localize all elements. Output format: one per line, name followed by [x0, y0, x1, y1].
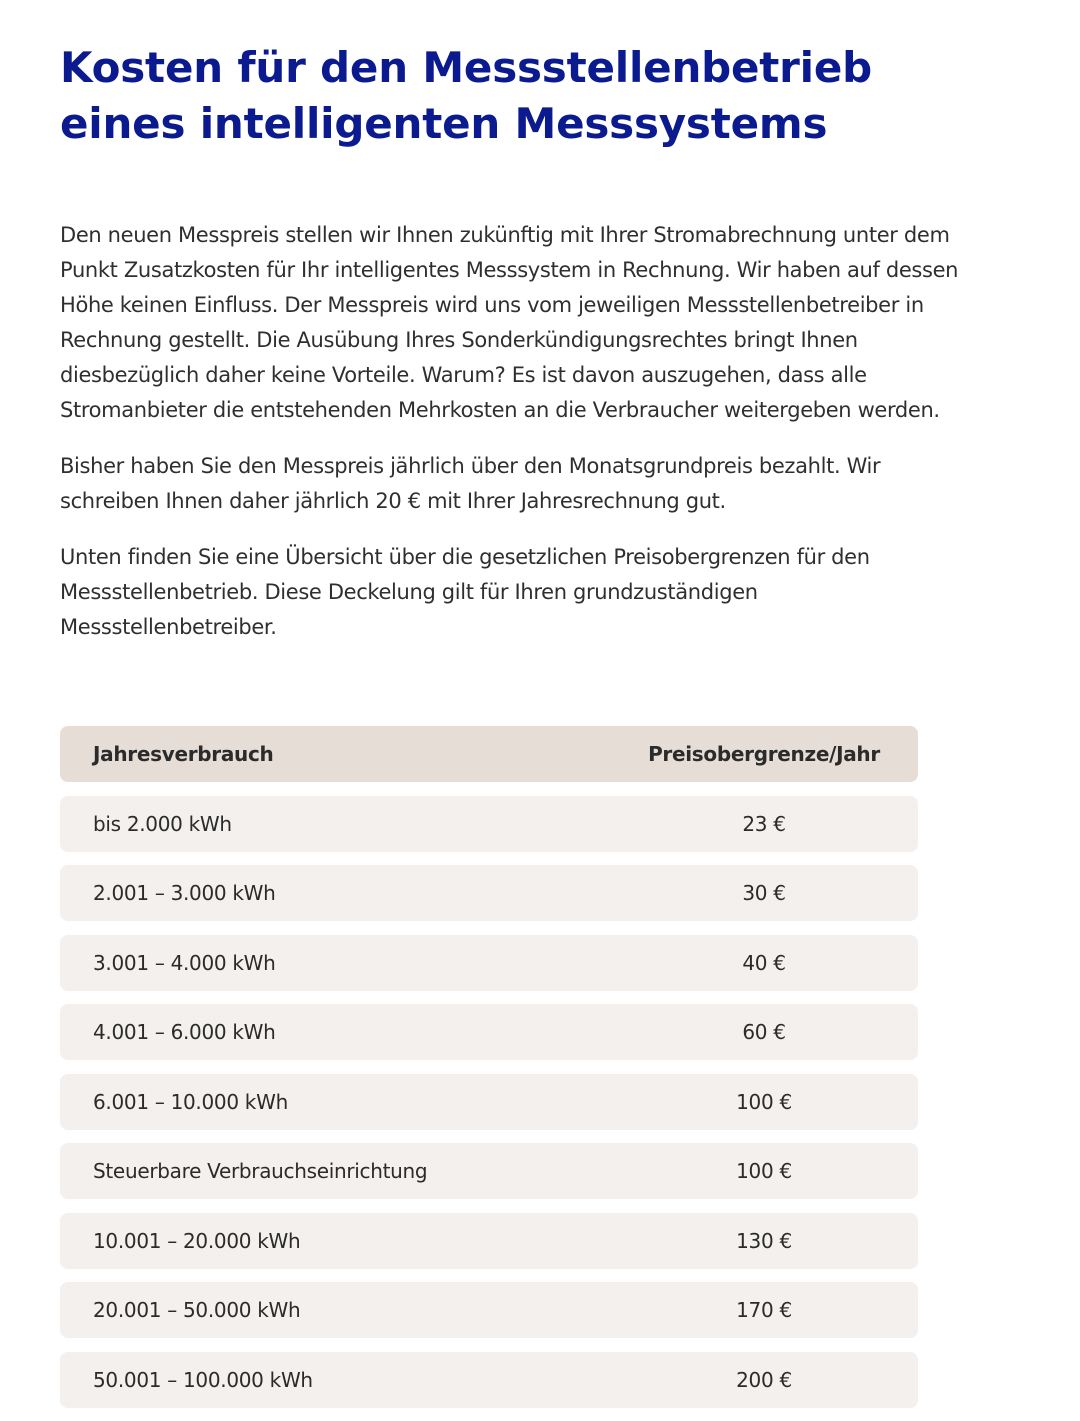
- table-row: [60, 1143, 918, 1199]
- consumption-cell: 20.001 – 50.000 kWh: [93, 1298, 301, 1322]
- paragraph-billing-info: Den neuen Messpreis stellen wir Ihnen zukünftig mit Ihrer Stromabrechnung unter dem Punkt Zusatzkosten für Ihr intelligentes Messsystem in Rechnung. Wir haben auf dessen Höhe keinen Einfluss. Der Messpreis wird uns vom jeweiligen Messstellenbetreiber in Rechnung gestellt. Die Ausübung Ihres Sonderkündigungsrechtes bringt Ihnen diesbezüglich daher keine Vorteile. Warum? Es ist davon auszugehen, dass alle Stromanbieter die entstehenden Mehrkosten an die Verbraucher weitergeben werden.: [60, 223, 959, 422]
- table-row: [60, 1213, 918, 1269]
- article: [60, 40, 960, 666]
- table-row: [60, 1004, 918, 1060]
- table-row: [60, 1074, 918, 1130]
- price-cell: 170 €: [736, 1298, 792, 1322]
- consumption-cell: 3.001 – 4.000 kWh: [93, 950, 276, 975]
- consumption-cell: 10.001 – 20.000 kWh: [93, 1228, 301, 1253]
- price-cell: 30 €: [742, 881, 786, 905]
- consumption-cell: Steuerbare Verbrauchseinrichtung: [93, 1159, 428, 1183]
- price-cell: 23 €: [742, 811, 786, 836]
- consumption-cell: 4.001 – 6.000 kWh: [93, 1020, 276, 1044]
- page-title-line-1: Kosten für den Messstellenbetrieb: [60, 43, 873, 92]
- price-cell: 130 €: [736, 1228, 792, 1253]
- table-row: [60, 865, 918, 921]
- price-cell: 100 €: [736, 1089, 792, 1114]
- table-row: [60, 796, 918, 852]
- price-cell: 200 €: [736, 1367, 792, 1392]
- price-cell: 100 €: [736, 1159, 792, 1183]
- article-body: [60, 218, 960, 645]
- table-row: [60, 935, 918, 991]
- paragraph-credit-info: Bisher haben Sie den Messpreis jährlich über den Monatsgrundpreis bezahlt. Wir schreiben Ihnen daher jährlich 20 € mit Ihrer Jahresrechnung gut.: [60, 454, 881, 513]
- consumption-cell: 50.001 – 100.000 kWh: [93, 1367, 313, 1392]
- consumption-cell: 2.001 – 3.000 kWh: [93, 881, 276, 905]
- paragraph-price-caps-intro: Unten finden Sie eine Übersicht über die gesetzlichen Preisobergrenzen für den Messstellenbetrieb. Diese Deckelung gilt für Ihren grundzuständigen Messstellenbetreiber.: [60, 545, 870, 639]
- page-title: [60, 40, 960, 152]
- header-price: Preisobergrenze/Jahr: [648, 742, 880, 766]
- table-row: [60, 1352, 918, 1408]
- table-header-row: [60, 726, 918, 782]
- page-title-line-2: eines intelligenten Messsystems: [60, 99, 828, 148]
- price-cap-table: [60, 726, 918, 1421]
- price-cell: 60 €: [742, 1020, 786, 1044]
- consumption-cell: 6.001 – 10.000 kWh: [93, 1089, 288, 1114]
- consumption-cell: bis 2.000 kWh: [93, 811, 232, 836]
- table-row: [60, 1282, 918, 1338]
- header-consumption: Jahresverbrauch: [93, 742, 274, 766]
- price-cell: 40 €: [742, 950, 786, 975]
